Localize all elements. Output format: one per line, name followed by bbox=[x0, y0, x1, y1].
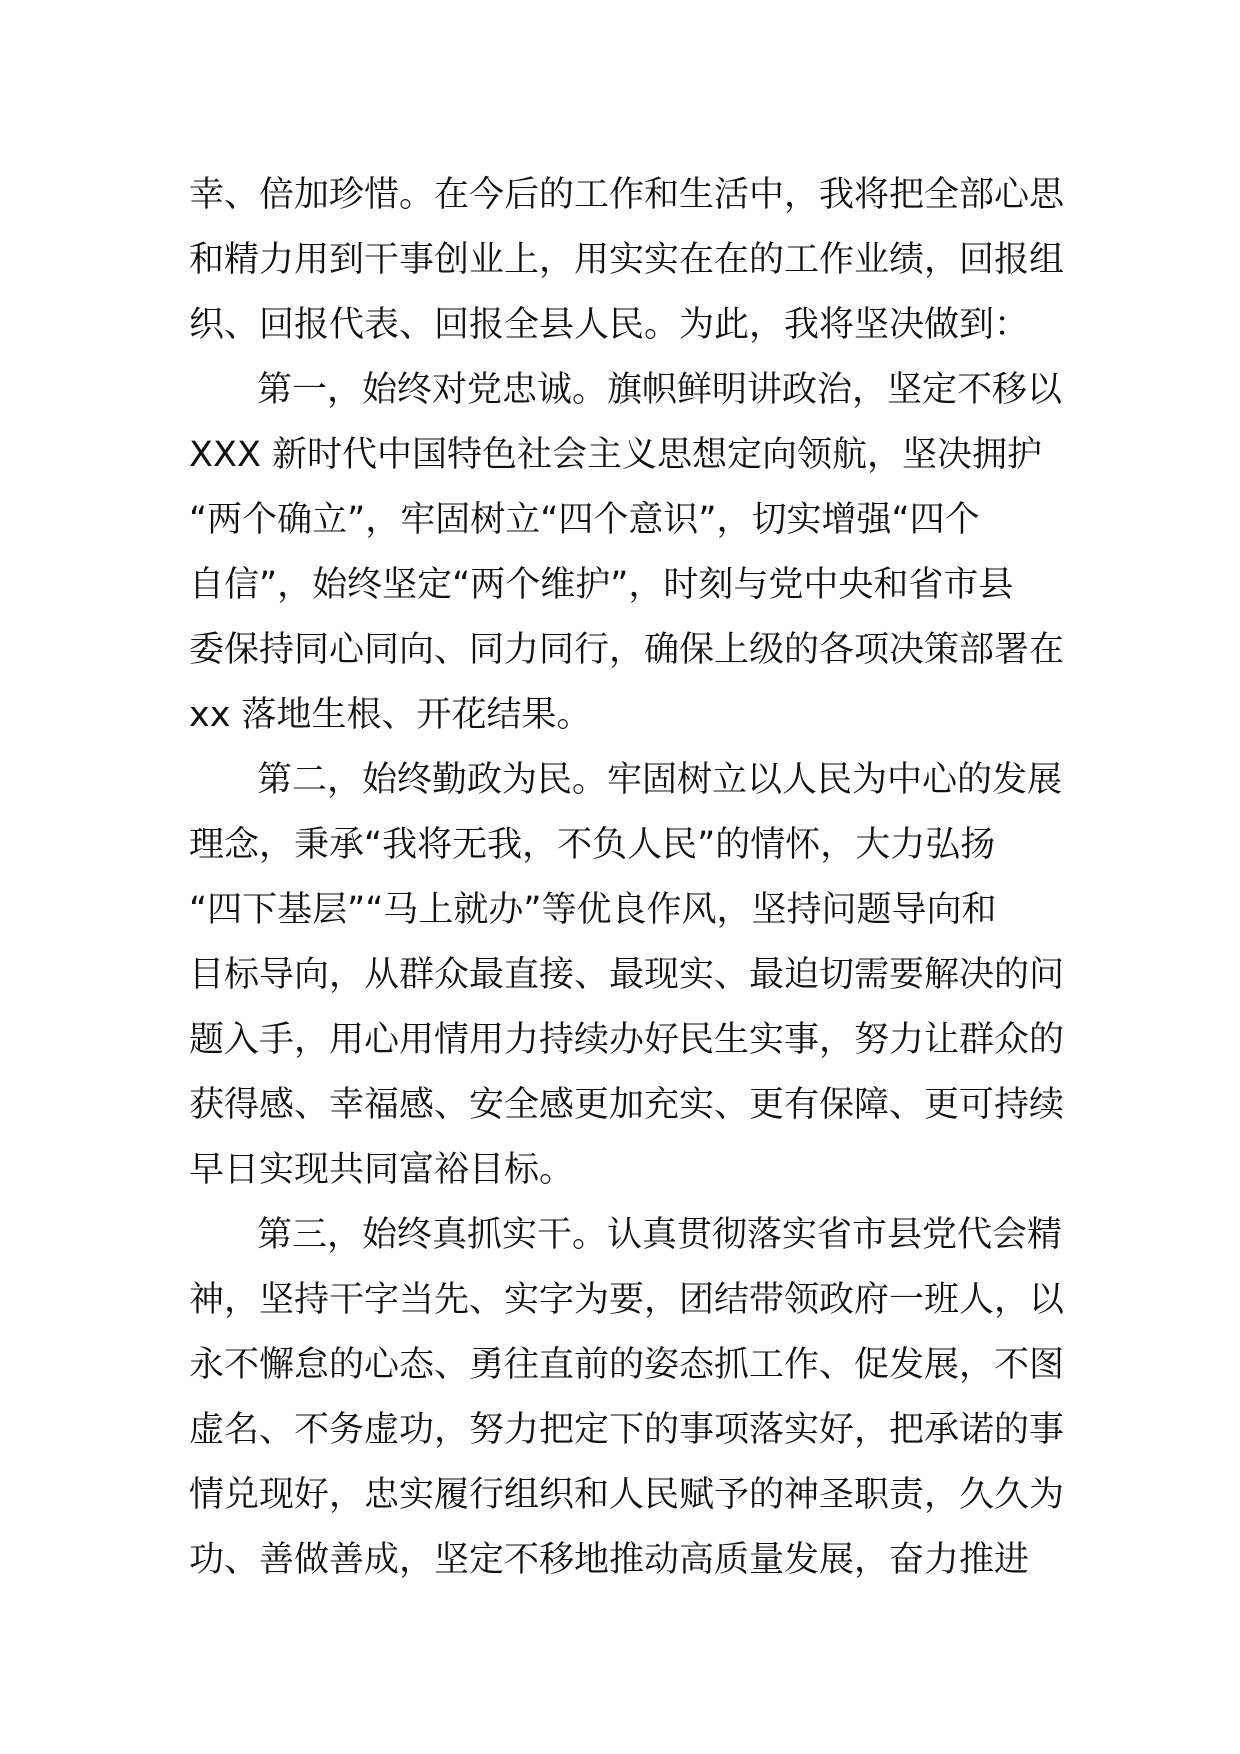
text-line: 自信”，始终坚定“两个维护”，时刻与党中央和省市县 bbox=[189, 565, 1014, 605]
text-line: 题入手，用心用情用力持续办好民生实事，努力让群众的 bbox=[189, 1020, 1065, 1060]
text-line: “两个确立”，牢固树立“四个意识”，切实增强“四个 bbox=[189, 500, 980, 540]
text-line: 早日实现共同富裕目标。 bbox=[189, 1150, 575, 1190]
text-line: 虚名、不务虚功，努力把定下的事项落实好，把承诺的事 bbox=[189, 1410, 1065, 1450]
paragraph-first-line: 第一，始终对党忠诚。旗帜鲜明讲政治，坚定不移以 bbox=[257, 370, 1063, 410]
text-line: 委保持同心同向、同力同行，确保上级的各项决策部署在 bbox=[189, 630, 1065, 670]
text-line: 幸、倍加珍惜。在今后的工作和生活中，我将把全部心思 bbox=[189, 175, 1065, 215]
paragraph-first-line: 第三，始终真抓实干。认真贯彻落实省市县党代会精 bbox=[257, 1215, 1063, 1255]
paragraph-first-line: 第二，始终勤政为民。牢固树立以人民为中心的发展 bbox=[257, 760, 1063, 800]
text-line: 神，坚持干字当先、实字为要，团结带领政府一班人，以 bbox=[189, 1280, 1065, 1320]
text-line: xx 落地生根、开花结果。 bbox=[189, 695, 592, 735]
document-body bbox=[189, 163, 1069, 1593]
text-line: “四下基层”“马上就办”等优良作风，坚持问题导向和 bbox=[189, 890, 997, 930]
text-line: 目标导向，从群众最直接、最现实、最迫切需要解决的问 bbox=[189, 955, 1065, 995]
text-line: 获得感、幸福感、安全感更加充实、更有保障、更可持续 bbox=[189, 1085, 1065, 1125]
text-line: 情兑现好，忠实履行组织和人民赋予的神圣职责，久久为 bbox=[189, 1475, 1065, 1515]
text-line: 和精力用到干事创业上，用实实在在的工作业绩，回报组 bbox=[189, 240, 1065, 280]
text-line: 理念，秉承“我将无我，不负人民”的情怀，大力弘扬 bbox=[189, 825, 996, 865]
text-line: XXX 新时代中国特色社会主义思想定向领航，坚决拥护 bbox=[189, 435, 1043, 475]
text-line: 永不懈怠的心态、勇往直前的姿态抓工作、促发展，不图 bbox=[189, 1345, 1065, 1385]
text-line: 功、善做善成，坚定不移地推动高质量发展，奋力推进 bbox=[189, 1540, 1030, 1580]
text-line: 织、回报代表、回报全县人民。为此，我将坚决做到： bbox=[189, 305, 1030, 345]
